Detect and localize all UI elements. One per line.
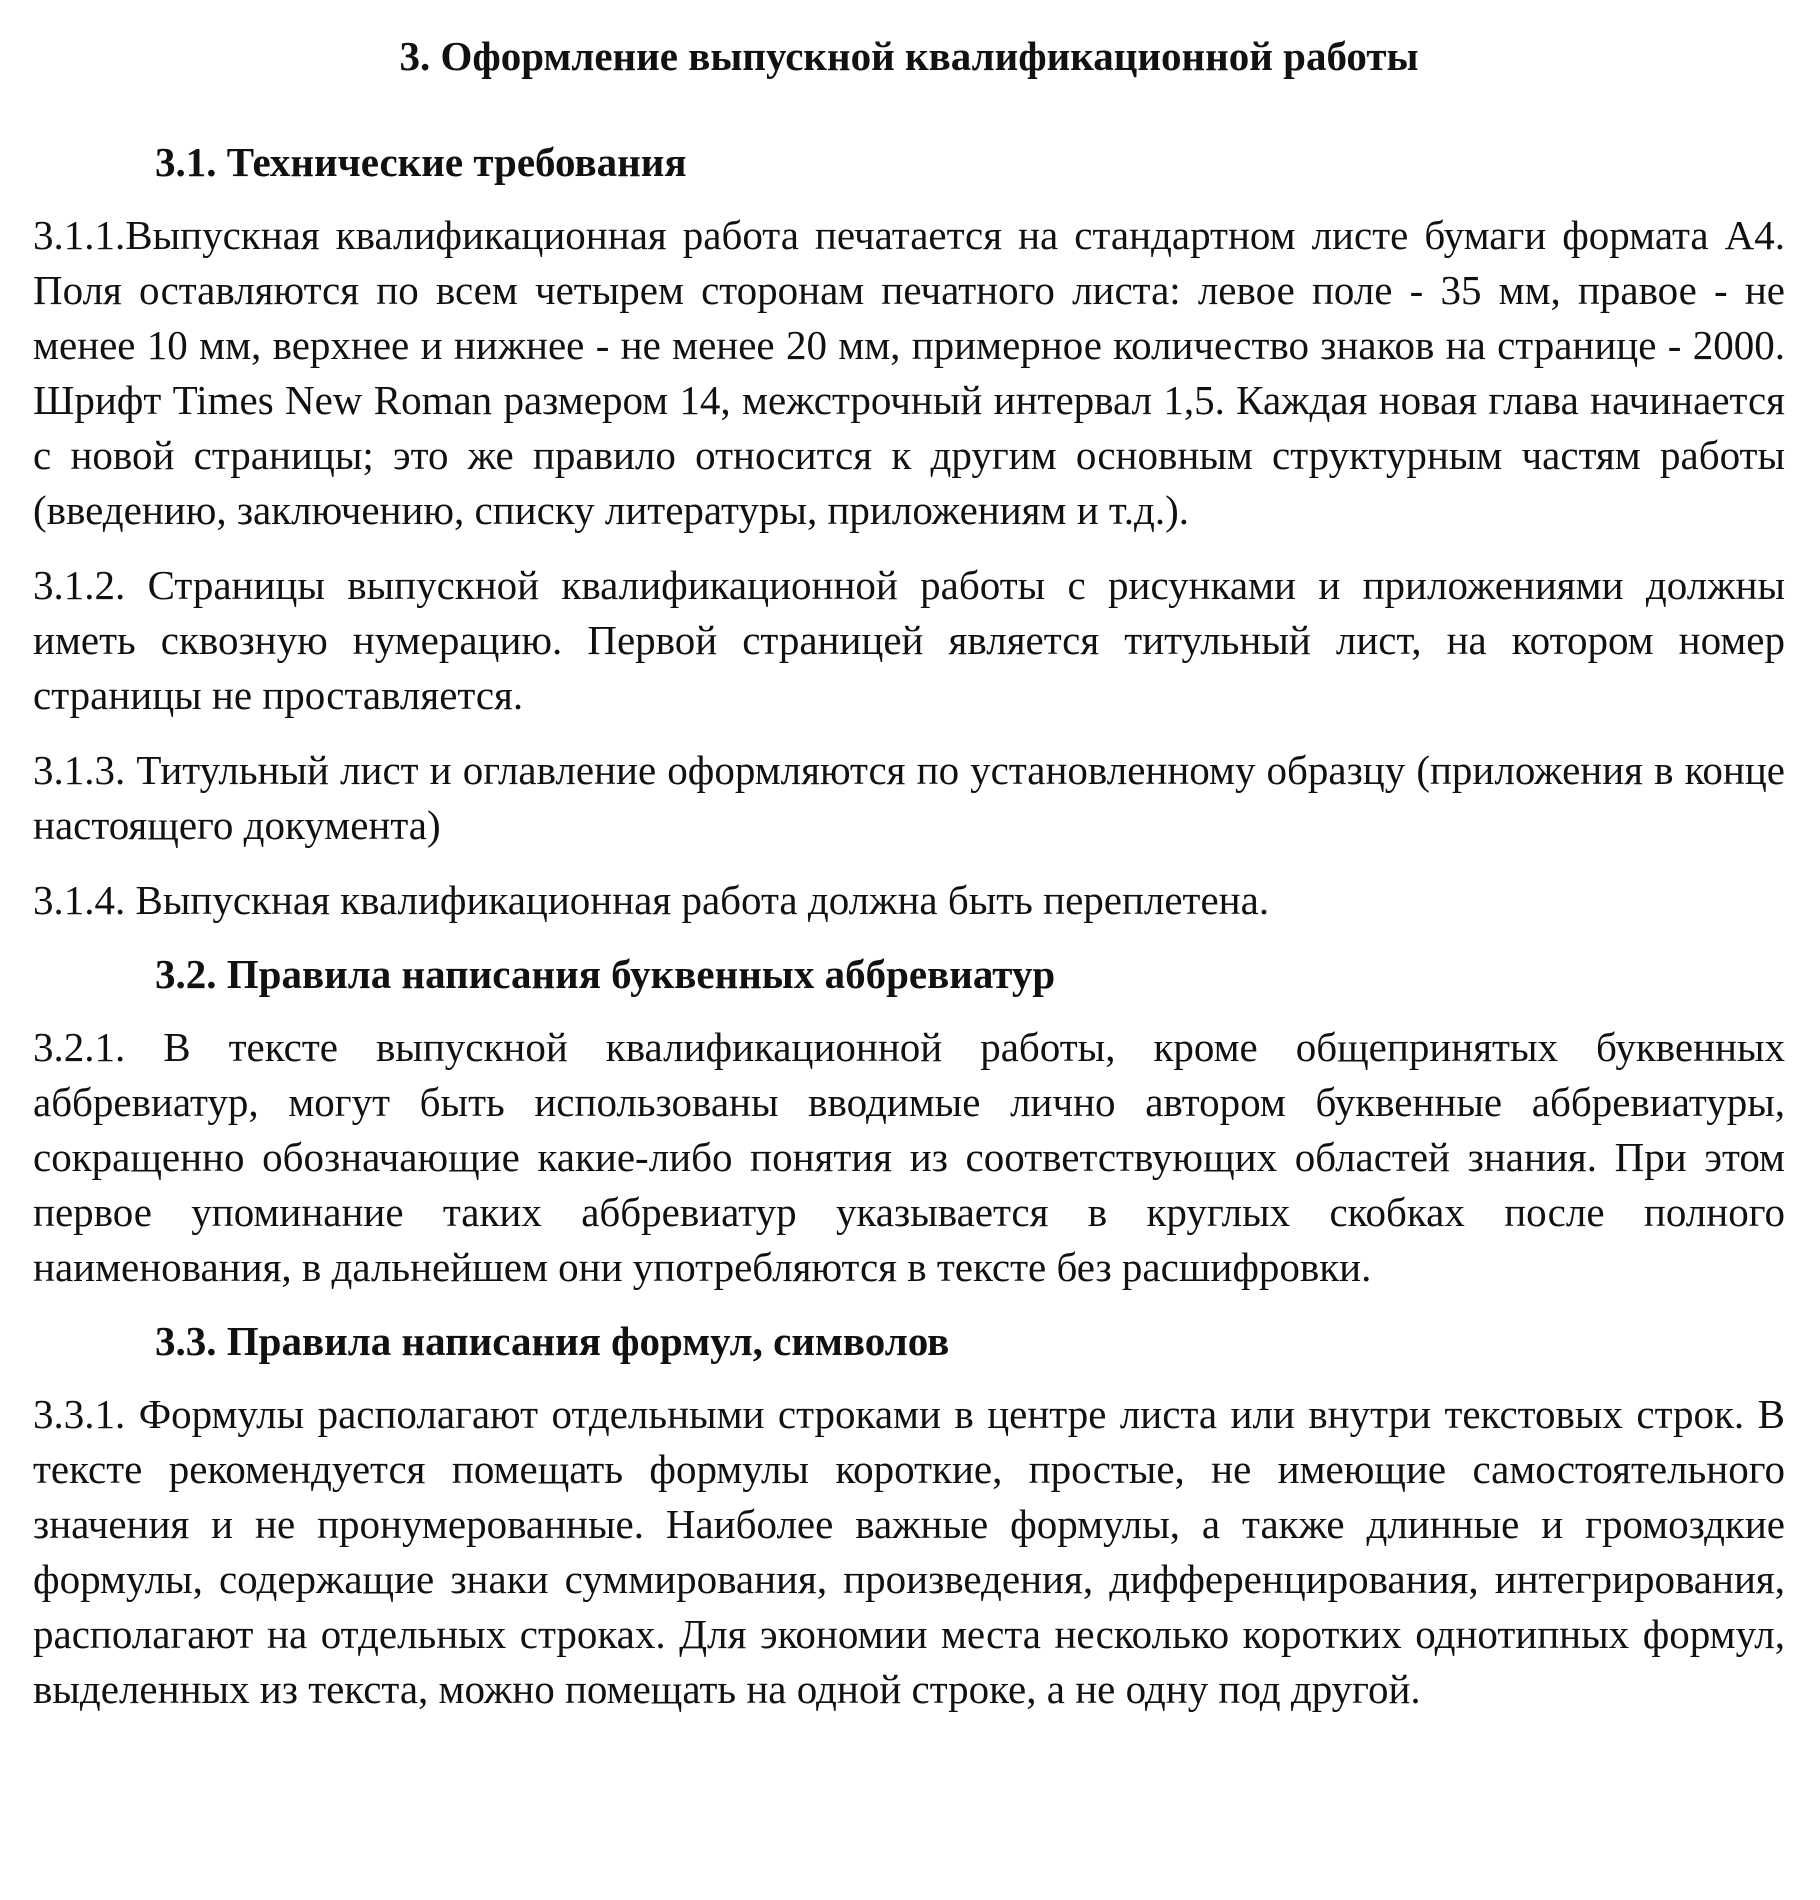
section-heading-3-3: 3.3. Правила написания формул, символов (155, 1318, 950, 1364)
paragraph-3-1-2: 3.1.2. Страницы выпускной квалификационной работы с рисунками и приложениями должны иметь сквозную нумерацию. Первой страницей является титульный лист, на котором номер страницы не проставляется. (33, 562, 1785, 718)
paragraph-3-1-3: 3.1.3. Титульный лист и оглавление оформляются по установленному образцу (приложения в конце настоящего документа) (33, 747, 1785, 848)
section-heading-3-1: 3.1. Технические требования (155, 139, 687, 185)
paragraph-3-1-1: 3.1.1.Выпускная квалификационная работа печатается на стандартном листе бумаги формата А4. Поля оставляются по всем четырем сторонам печатного листа: левое поле - 35 мм, правое - не менее 10 мм, верхнее и нижнее - не менее 20 мм, примерное количество знаков на странице - 2000. Шрифт Times New Roman размером 14, межстрочный интервал 1,5. Каждая новая глава начинается с новой страницы; это же правило относится к другим основным структурным частям работы (введению, заключению, списку литературы, приложениям и т.д.). (33, 212, 1785, 533)
paragraph-3-2-1: 3.2.1. В тексте выпускной квалификационной работы, кроме общепринятых буквенных аббревиатур, могут быть использованы вводимые лично автором буквенные аббревиатуры, сокращенно обозначающие какие-либо понятия из соответствующих областей знания. При этом первое упоминание таких аббревиатур указывается в круглых скобках после полного наименования, в дальнейшем они употребляются в тексте без расшифровки. (33, 1024, 1785, 1290)
document-title: 3. Оформление выпускной квалификационной работы (399, 33, 1419, 79)
paragraph-3-3-1: 3.3.1. Формулы располагают отдельными строками в центре листа или внутри текстовых строк. В тексте рекомендуется помещать формулы короткие, простые, не имеющие самостоятельного значения и не пронумерованные. Наиболее важные формулы, а также длинные и громоздкие формулы, содержащие знаки суммирования, произведения, дифференцирования, интегрирования, располагают на отдельных строках. Для экономии места несколько коротких однотипных формул, выделенных из текста, можно помещать на одной строке, а не одну под другой. (33, 1391, 1785, 1712)
paragraph-3-1-4: 3.1.4. Выпускная квалификационная работа должна быть переплетена. (33, 877, 1270, 923)
document-page (33, 0, 1785, 1717)
section-heading-3-2: 3.2. Правила написания буквенных аббревиатур (155, 951, 1056, 997)
